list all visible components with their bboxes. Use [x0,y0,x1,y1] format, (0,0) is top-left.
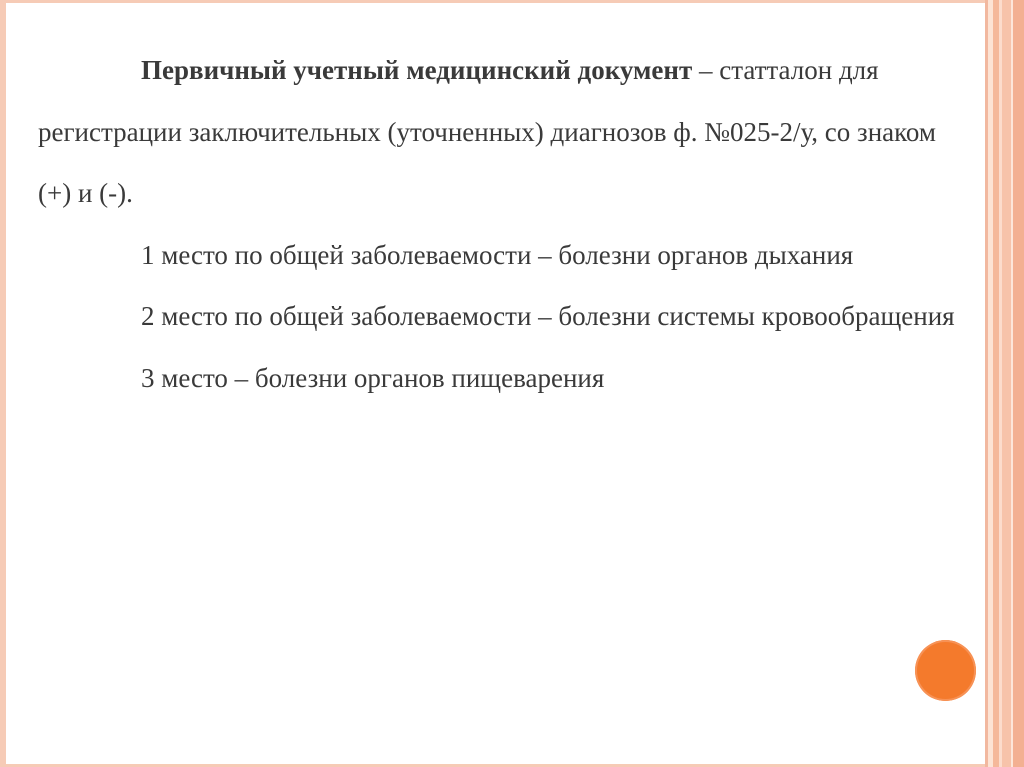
document-description: – статталон для регистрации заключительных (уточненных) диагнозов ф. №025-2/у, со знаком (+) и (-). [38,55,936,208]
frame-left-border [0,0,6,767]
document-title: Первичный учетный медицинский документ [141,55,693,85]
orange-circle-decoration [915,640,976,701]
ranking-item-2: 2 место по общей заболеваемости – болезни системы кровообращения [141,301,955,331]
slide-content [38,40,958,409]
intro-paragraph [38,40,958,225]
frame-top-border [0,0,985,3]
ranking-item-3: 3 место – болезни органов пищеварения [141,362,605,393]
ranking-item-1: 1 место по общей заболеваемости – болезни органов дыхания [141,239,854,270]
decorative-stripes [985,0,1024,767]
